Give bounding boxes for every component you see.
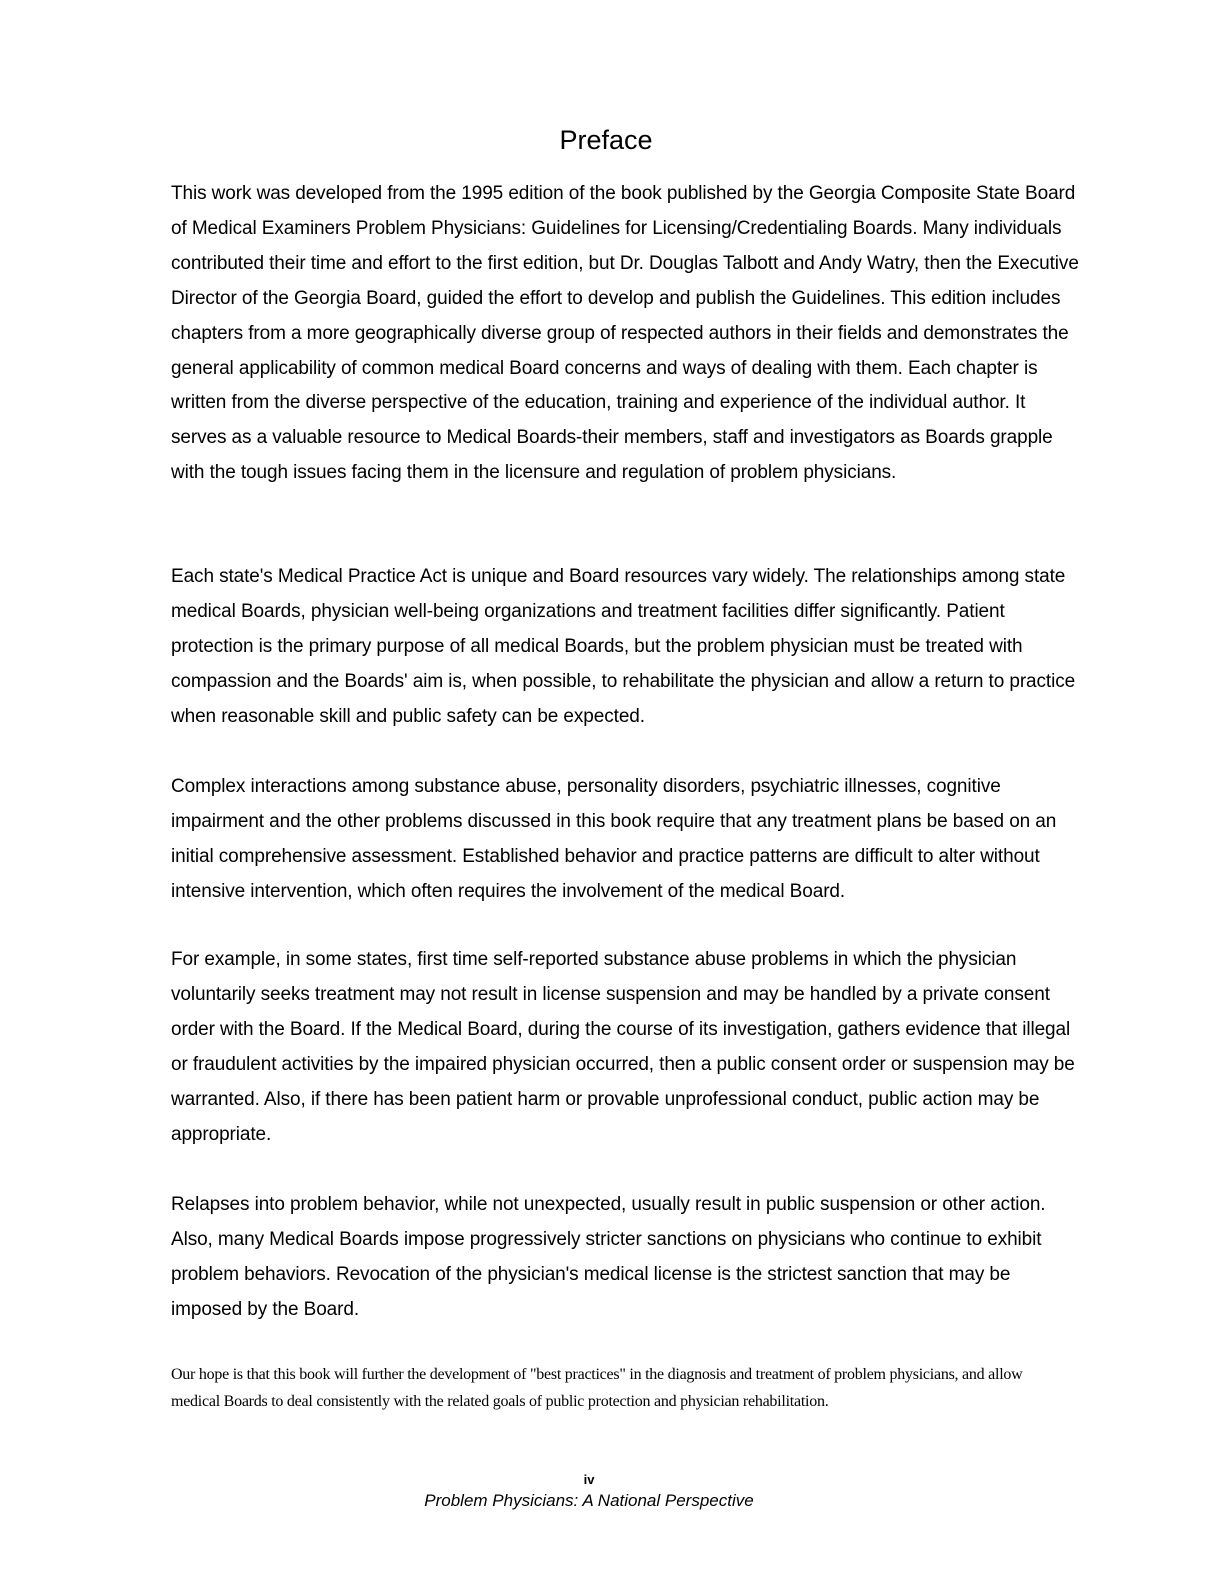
body-paragraph-4: For example, in some states, first time self-reported substance abuse problems in which the physician voluntarily seeks treatment may not result in license suspension and may be handled by a private consent order with the Board. If the Medical Board, during the course of its investigation, gathers evidence that illegal or fraudulent activities by the impaired physician occurred, then a public consent order or suspension may be warranted. Also, if there has been patient harm or provable unprofessional conduct, public action may be appropriate.	[171, 949, 1075, 1145]
body-paragraph-1: This work was developed from the 1995 edition of the book published by the Georgia Composite State Board of Medical Examiners Problem Physicians: Guidelines for Licensing/Credentialing Boards. Many individuals contributed their time and effort to the first edition, but Dr. Douglas Talbott and Andy Watry, then the Executive Director of the Georgia Board, guided the effort to develop and publish the Guidelines. This edition includes chapters from a more geographically diverse group of respected authors in their fields and demonstrates the general applicability of common medical Board concerns and ways of dealing with them. Each chapter is written from the diverse perspective of the education, training and experience of the individual author. It serves as a valuable resource to Medical Boards-their members, staff and investigators as Boards grapple with the tough issues facing them in the licensure and regulation of problem physicians.	[171, 183, 1079, 484]
page-title: Preface	[559, 125, 653, 155]
closing-paragraph: Our hope is that this book will further the development of "best practices" in the diagnosis and treatment of problem physicians, and allow medical Boards to deal consistently with the related goals of public protection and physician rehabilitation.	[171, 1366, 1023, 1410]
body-paragraph-3: Complex interactions among substance abuse, personality disorders, psychiatric illnesses, cognitive impairment and the other problems discussed in this book require that any treatment plans be based on an initial comprehensive assessment. Established behavior and practice patterns are difficult to alter without intensive intervention, which often requires the involvement of the medical Board.	[171, 776, 1057, 902]
body-paragraph-2: Each state's Medical Practice Act is unique and Board resources vary widely. The relationships among state medical Boards, physician well-being organizations and treatment facilities differ significantly. Patient protection is the primary purpose of all medical Boards, but the problem physician must be treated with compassion and the Boards' aim is, when possible, to rehabilitate the physician and allow a return to practice when reasonable skill and public safety can be expected.	[171, 566, 1076, 727]
page-number: iv	[583, 1472, 595, 1487]
footer-book-title: Problem Physicians: A National Perspective	[424, 1491, 754, 1510]
body-paragraph-5: Relapses into problem behavior, while not unexpected, usually result in public suspension or other action. Also, many Medical Boards impose progressively stricter sanctions on physicians who continue to exhibit problem behaviors. Revocation of the physician's medical license is the strictest sanction that may be imposed by the Board.	[171, 1194, 1046, 1320]
